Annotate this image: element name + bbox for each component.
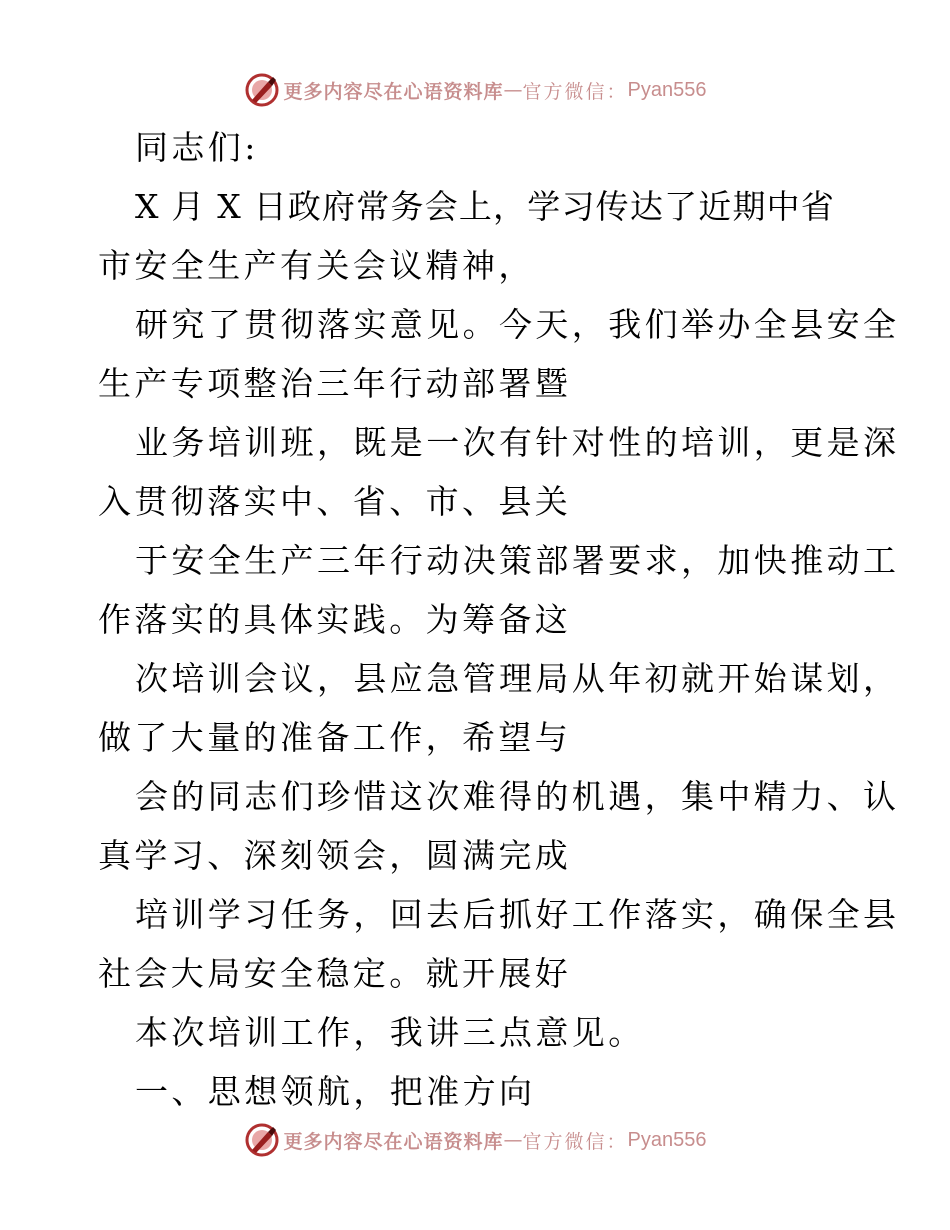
text-line: 业务培训班，既是一次有针对性的培训，更是深 xyxy=(135,423,900,462)
section-heading: 一、思想领航，把准方向 xyxy=(135,1072,536,1111)
watermark-banner-top xyxy=(0,70,950,110)
watermark-wechat-label: 官方微信： xyxy=(522,1130,628,1153)
text-line: 做了大量的准备工作，希望与 xyxy=(98,718,572,757)
watermark-promo-text: 更多内容尽在心语资料库 xyxy=(283,80,504,103)
pen-logo-icon xyxy=(244,1122,280,1158)
watermark-wechat-id: Pyan556 xyxy=(627,78,707,101)
watermark-wechat-id: Pyan556 xyxy=(627,1128,707,1151)
text-line: 研究了贯彻落实意见。今天，我们举办全县安全 xyxy=(135,305,900,344)
watermark-wechat-label: 官方微信： xyxy=(522,80,628,103)
text-line: 本次培训工作，我讲三点意见。 xyxy=(135,1013,645,1052)
text-line: X 月 X 日政府常务会上，学习传达了近期中省 xyxy=(135,187,836,226)
watermark-separator: — xyxy=(503,79,523,101)
text-line: 作落实的具体实践。为筹备这 xyxy=(98,600,572,639)
watermark-separator: — xyxy=(503,1129,523,1151)
watermark-promo-text: 更多内容尽在心语资料库 xyxy=(283,1130,504,1153)
text-line: 市安全生产有关会议精神， xyxy=(98,246,535,285)
text-line: 社会大局安全稳定。就开展好 xyxy=(98,954,572,993)
text-line: 次培训会议，县应急管理局从年初就开始谋划， xyxy=(135,659,900,698)
watermark-banner-bottom xyxy=(0,1120,950,1160)
text-line: 于安全生产三年行动决策部署要求，加快推动工 xyxy=(135,541,900,580)
text-line: 入贯彻落实中、省、市、县关 xyxy=(98,482,572,521)
pen-logo-icon xyxy=(244,72,280,108)
text-line: 培训学习任务，回去后抓好工作落实，确保全县 xyxy=(135,895,900,934)
salutation: 同志们: xyxy=(135,128,259,167)
text-line: 生产专项整治三年行动部署暨 xyxy=(98,364,572,403)
text-line: 真学习、深刻领会，圆满完成 xyxy=(98,836,572,875)
document-body xyxy=(98,118,900,1121)
text-line: 会的同志们珍惜这次难得的机遇，集中精力、认 xyxy=(135,777,900,816)
